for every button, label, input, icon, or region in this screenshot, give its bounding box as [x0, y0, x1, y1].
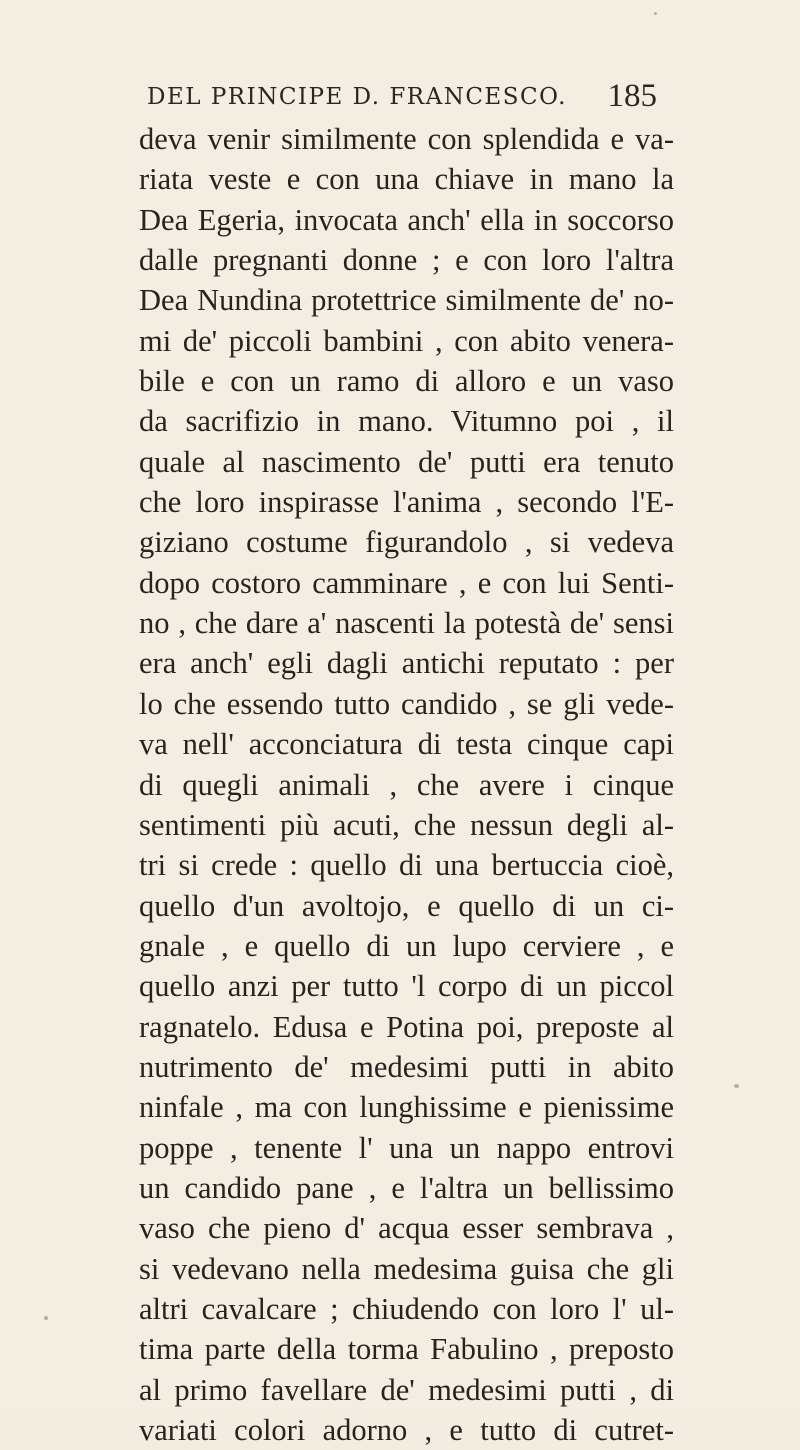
text-line: era anch' egli dagli antichi reputato : per [139, 646, 674, 681]
paper-speck [654, 12, 657, 15]
page-number: 185 [607, 78, 657, 114]
text-line: gnale , e quello di un lupo cerviere , e [139, 928, 674, 963]
text-line: tima parte della torma Fabulino , preposto [139, 1332, 674, 1367]
text-line: dalle pregnanti donne ; e con loro l'altra [139, 243, 674, 278]
text-line: da sacrifizio in mano. Vitumno poi , il [139, 404, 674, 439]
text-line: no , che dare a' nascenti la potestà de' sensi [139, 606, 674, 641]
paper-speck [44, 1316, 48, 1320]
page-header [147, 78, 657, 118]
text-line: riata veste e con una chiave in mano la [139, 162, 674, 197]
text-line: giziano costume figurandolo , si vedeva [139, 525, 674, 560]
text-line: lo che essendo tutto candido , se gli vede- [139, 686, 674, 721]
text-line: nutrimento de' medesimi putti in abito [139, 1049, 674, 1084]
text-line: al primo favellare de' medesimi putti , di [139, 1372, 674, 1407]
text-line: Dea Egeria, invocata anch' ella in soccorso [139, 202, 674, 237]
text-line: ragnatelo. Edusa e Potina poi, preposte al [139, 1009, 674, 1044]
text-line: variati colori adorno , e tutto di cutret- [139, 1413, 674, 1447]
text-line: poppe , tenente l' una un nappo entrovi [139, 1130, 674, 1165]
text-line: quello anzi per tutto 'l corpo di un piccol [139, 969, 674, 1004]
text-line: si vedevano nella medesima guisa che gli [139, 1251, 674, 1286]
text-line: deva venir similmente con splendida e va- [139, 122, 674, 156]
text-line: mi de' piccoli bambini , con abito venera- [139, 323, 674, 358]
text-line: quello d'un avoltojo, e quello di un ci- [139, 888, 674, 923]
text-line: dopo costoro camminare , e con lui Senti- [139, 565, 674, 600]
text-line: che loro inspirasse l'anima , secondo l'E- [139, 485, 674, 520]
paper-speck [734, 1084, 739, 1088]
text-line: bile e con un ramo di alloro e un vaso [139, 364, 674, 399]
text-line: ninfale , ma con lunghissime e pienissime [139, 1090, 674, 1125]
text-line: vaso che pieno d' acqua esser sembrava , [139, 1211, 674, 1246]
running-head: DEL PRINCIPE D. FRANCESCO. [147, 84, 567, 110]
text-line: altri cavalcare ; chiudendo con loro l' ul- [139, 1291, 674, 1326]
text-line: di quegli animali , che avere i cinque [139, 767, 674, 802]
text-line: sentimenti più acuti, che nessun degli al- [139, 807, 674, 842]
text-line: tri si crede : quello di una bertuccia cioè, [139, 848, 674, 883]
text-line: un candido pane , e l'altra un bellissimo [139, 1170, 674, 1205]
text-line: quale al nascimento de' putti era tenuto [139, 444, 674, 479]
text-line: Dea Nundina protettrice similmente de' no- [139, 283, 674, 318]
body-text [139, 119, 674, 1450]
text-line: va nell' acconciatura di testa cinque capi [139, 727, 674, 762]
